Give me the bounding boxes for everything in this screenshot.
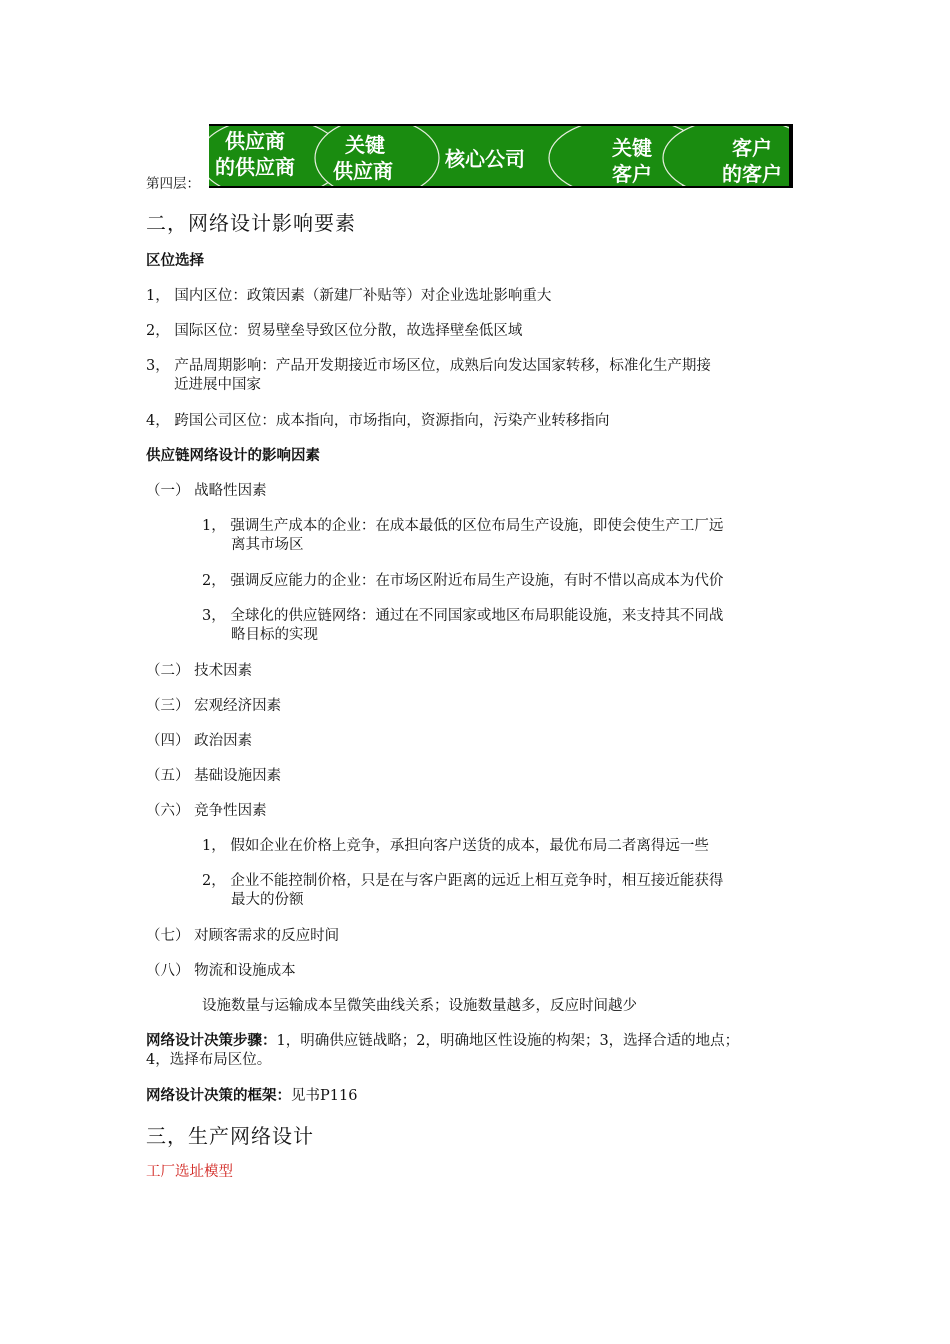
factor-6: （六） 竞争性因素 (146, 803, 267, 819)
banner-text-customer-of-customer-2: 的客户 (722, 162, 782, 186)
banner-text-customer-of-customer-1: 客户 (732, 136, 772, 160)
factor-1-item-3-cont: 略目标的实现 (231, 627, 318, 643)
banner-text-core-company: 核心公司 (445, 147, 525, 171)
factor-4: （四） 政治因素 (146, 733, 253, 749)
factor-1: （一） 战略性因素 (146, 483, 267, 499)
steps-text-cont: 4，选择布局区位。 (146, 1052, 272, 1068)
banner-text-supplier-of-supplier-2: 的供应商 (215, 155, 295, 179)
factor-6-item-1: 1， 假如企业在价格上竞争，承担向客户送货的成本，最优布局二者离得远一些 (202, 838, 709, 854)
banner-text-supplier-of-supplier-1: 供应商 (225, 129, 285, 153)
steps-label: 网络设计决策步骤： (146, 1032, 277, 1049)
factor-5: （五） 基础设施因素 (146, 768, 282, 784)
steps-paragraph (146, 1029, 739, 1050)
factor-7: （七） 对顾客需求的反应时间 (146, 928, 340, 944)
layer-label: 第四层： (146, 176, 200, 192)
banner-text-key-supplier-2: 供应商 (333, 159, 393, 183)
location-item-4: 4， 跨国公司区位：成本指向，市场指向，资源指向，污染产业转移指向 (146, 413, 610, 429)
framework-paragraph (146, 1084, 357, 1105)
factor-1-item-1-cont: 离其市场区 (231, 537, 304, 553)
factor-1-item-2: 2， 强调反应能力的企业：在市场区附近布局生产设施，有时不惜以高成本为代价 (202, 573, 724, 589)
factor-1-item-3: 3， 全球化的供应链网络：通过在不同国家或地区布局职能设施，来支持其不同战 (202, 608, 724, 624)
factor-6-item-2-cont: 最大的份额 (231, 892, 304, 908)
factor-2: （二） 技术因素 (146, 663, 253, 679)
banner-text-key-supplier-1: 关键 (345, 133, 385, 157)
location-item-3: 3， 产品周期影响：产品开发期接近市场区位，成熟后向发达国家转移，标准化生产期接 (146, 358, 711, 374)
factor-6-item-2: 2， 企业不能控制价格，只是在与客户距离的远近上相互竞争时，相互接近能获得 (202, 873, 724, 889)
banner-text-key-customer-1: 关键 (612, 136, 652, 160)
banner-text-key-customer-2: 客户 (612, 162, 652, 186)
location-item-2: 2， 国际区位：贸易壁垒导致区位分散，故选择壁垒低区域 (146, 323, 523, 339)
factor-8: （八） 物流和设施成本 (146, 963, 296, 979)
steps-text: 1，明确供应链战略；2，明确地区性设施的构架；3，选择合适的地点； (276, 1033, 740, 1049)
factor-3: （三） 宏观经济因素 (146, 698, 282, 714)
section2-title: 二，网络设计影响要素 (146, 211, 356, 235)
factor-8-note: 设施数量与运输成本呈微笑曲线关系；设施数量越多，反应时间越少 (202, 998, 637, 1014)
location-title: 区位选择 (146, 252, 204, 269)
framework-text: 见书P116 (291, 1088, 358, 1104)
factor-1-item-1: 1， 强调生产成本的企业：在成本最低的区位布局生产设施，即使会使生产工厂远 (202, 518, 724, 534)
factory-model-heading: 工厂选址模型 (146, 1164, 233, 1180)
location-item-3-cont: 近进展中国家 (174, 377, 261, 393)
section3-title: 三，生产网络设计 (146, 1124, 314, 1148)
framework-label: 网络设计决策的框架： (146, 1087, 291, 1104)
factors-title: 供应链网络设计的影响因素 (146, 447, 320, 464)
supply-chain-banner (209, 124, 793, 188)
location-item-1: 1， 国内区位：政策因素（新建厂补贴等）对企业选址影响重大 (146, 288, 552, 304)
